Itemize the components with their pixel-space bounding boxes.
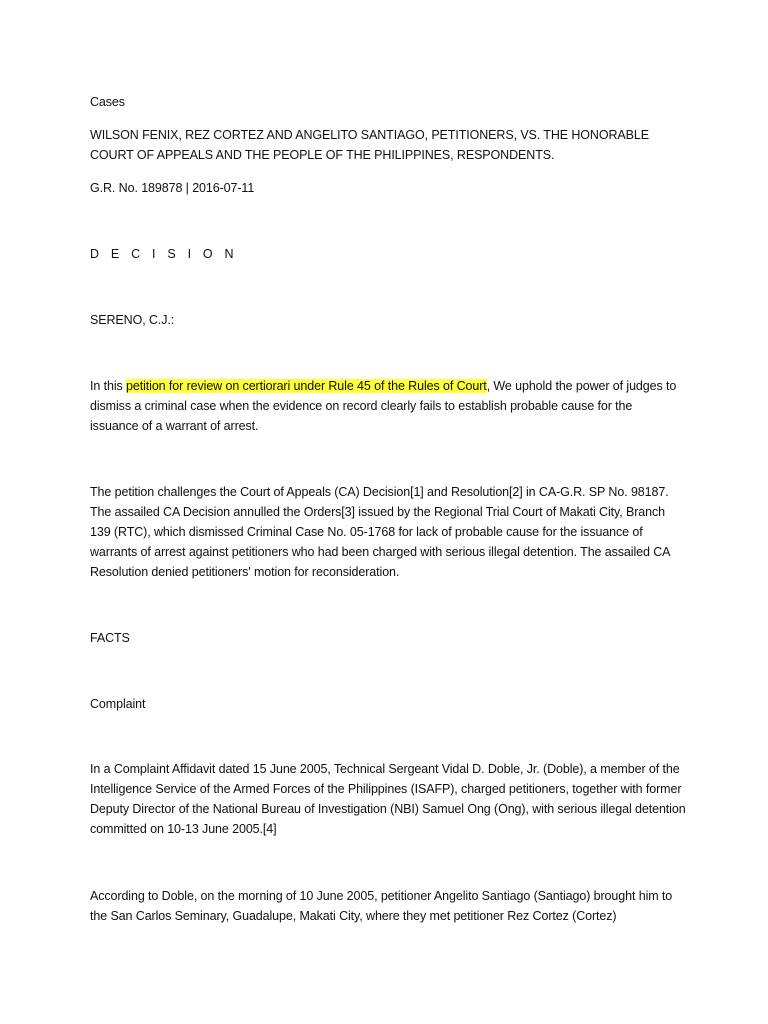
paragraph-intro-lead: In this: [90, 379, 127, 393]
paragraph-intro-rest: , We uphold the power of judges to dismiss a criminal case when the evidence on record clearly fails to establish probable cause for the issuance of a warrant of arrest.: [90, 379, 677, 433]
decision-heading: D E C I S I O N: [90, 247, 238, 261]
highlighted-phrase: petition for review on certiorari under Rule 45 of the Rules of Court: [126, 379, 487, 393]
case-title: WILSON FENIX, REZ CORTEZ AND ANGELITO SANTIAGO, PETITIONERS, VS. THE HONORABLE COURT OF APPEALS AND THE PEOPLE OF THE PHILIPPINES, RESPONDENTS.: [90, 128, 649, 162]
ponente: SERENO, C.J.:: [90, 313, 175, 327]
facts-heading: FACTS: [90, 631, 130, 645]
paragraph-intro: [90, 376, 682, 436]
complaint-heading: Complaint: [90, 697, 146, 711]
paragraph-doble: According to Doble, on the morning of 10 June 2005, petitioner Angelito Santiago (Santiago) brought him to the San Carlos Seminary, Guadalupe, Makati City, where they met petitioner Rez Cortez (Cortez): [90, 889, 673, 923]
paragraph-petition: The petition challenges the Court of Appeals (CA) Decision[1] and Resolution[2] in CA-G.R. SP No. 98187. The assailed CA Decision annulled the Orders[3] issued by the Regional Trial Court of Makati City, Branch 139 (RTC), which dismissed Criminal Case No. 05-1768 for lack of probable cause for the issuance of warrants of arrest against petitioners who had been charged with serious illegal detention. The assailed CA Resolution denied petitioners' motion for reconsideration.: [90, 485, 670, 579]
gr-number: G.R. No. 189878 | 2016-07-11: [90, 181, 255, 195]
paragraph-complaint: In a Complaint Affidavit dated 15 June 2005, Technical Sergeant Vidal D. Doble, Jr. (Doble), a member of the Intelligence Service of the Armed Forces of the Philippines (ISAFP), charged petitioners, together with former Deputy Director of the National Bureau of Investigation (NBI) Samuel Ong (Ong), with serious illegal detention committed on 10-13 June 2005.[4]: [90, 762, 686, 836]
document-category: Cases: [90, 95, 125, 109]
